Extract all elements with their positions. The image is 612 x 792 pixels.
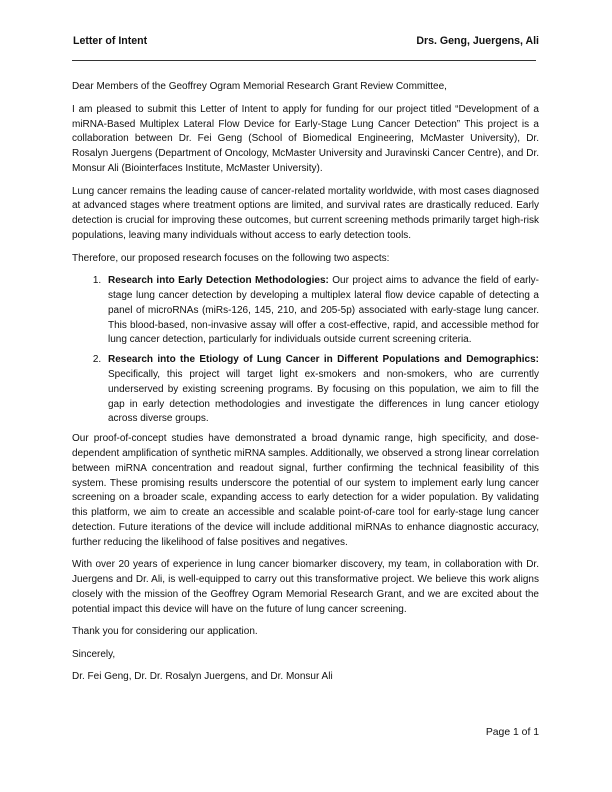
experience-paragraph: With over 20 years of experience in lung cancer biomarker discovery, my team, in collaboration with Dr. Juergens and Dr. Ali, is well-equipped to carry out this transformative project. We believe this work aligns closely with the mission of the Geoffrey Ogram Memorial Research Grant, and we are excited about the potential impact this device will have on the future of lung cancer screening. — [72, 559, 539, 615]
header-rule — [72, 60, 536, 61]
aspects-list — [72, 274, 539, 427]
aspect-text: Specifically, this project will target light ex-smokers and non-smokers, who are currently underserved by existing screening programs. By focusing on this population, we aim to fill the gap in early detection methodologies and investigate the differences in lung cancer etiology across diverse groups. — [108, 368, 539, 425]
header-authors: Drs. Geng, Juergens, Ali — [416, 35, 539, 47]
header-title: Letter of Intent — [73, 35, 148, 47]
salutation: Dear Members of the Geoffrey Ogram Memorial Research Grant Review Committee, — [72, 81, 447, 92]
page-number: Page 1 of 1 — [485, 727, 539, 738]
letter-body — [72, 80, 539, 693]
aspect-title: Research into Early Detection Methodologies: — [108, 275, 329, 287]
aspect-title: Research into the Etiology of Lung Cancer in Different Populations and Demographics: — [108, 354, 539, 366]
aspect-text: Our project aims to advance the field of early-stage lung cancer detection by developing a multiplex lateral flow device capable of detecting a panel of microRNAs (miRs-126, 145, 210, and 205-5p) associated with early-stage lung cancer. This blood-based, non-invasive assay will offer a cost-effective, rapid, and accessible method for lung cancer detection, particularly for individuals outside current screening criteria. — [108, 275, 540, 346]
thanks-line: Thank you for considering our application. — [72, 626, 258, 638]
aspects-intro: Therefore, our proposed research focuses on the following two aspects: — [72, 252, 390, 264]
aspect-item — [104, 353, 539, 427]
signature-line: Dr. Fei Geng, Dr. Dr. Rosalyn Juergens, and Dr. Monsur Ali — [72, 671, 333, 683]
aspect-item — [104, 274, 539, 348]
proof-of-concept-paragraph: Our proof-of-concept studies have demonstrated a broad dynamic range, high specificity, and dose-dependent amplification of synthetic miRNA samples. Additionally, we observed a strong linear correlation between miRNA concentration and readout signal, further confirming the technical feasibility of this system. These promising results underscore the potential of our system to implement early lung cancer screening on a broader scale, expanding access to early detection for a wider population. By validating this platform, we aim to create an accessible and scalable point-of-care tool for early-stage lung cancer detection. Future iterations of the device will include additional miRNAs to enhance diagnostic accuracy, further reducing the likelihood of false positives and negatives. — [72, 433, 539, 548]
closing-line: Sincerely, — [72, 648, 116, 660]
page-header — [73, 35, 539, 49]
background-paragraph: Lung cancer remains the leading cause of cancer-related mortality worldwide, with most cases diagnosed at advanced stages where treatment options are limited, and survival rates are drastically reduced. Early detection is crucial for improving these outcomes, but current screening methods primarily target high-risk populations, leaving many individuals without access to early detection tools. — [72, 185, 539, 241]
intro-paragraph: I am pleased to submit this Letter of Intent to apply for funding for our project titled “Development of a miRNA-Based Multiplex Lateral Flow Device for Early-Stage Lung Cancer Detection” This project is a collaboration between Dr. Fei Geng (School of Biomedical Engineering, McMaster University), Dr. Rosalyn Juergens (Department of Oncology, McMaster University and Juravinski Cancer Centre), and Dr. Monsur Ali (Biointerfaces Institute, McMaster University). — [72, 103, 539, 174]
